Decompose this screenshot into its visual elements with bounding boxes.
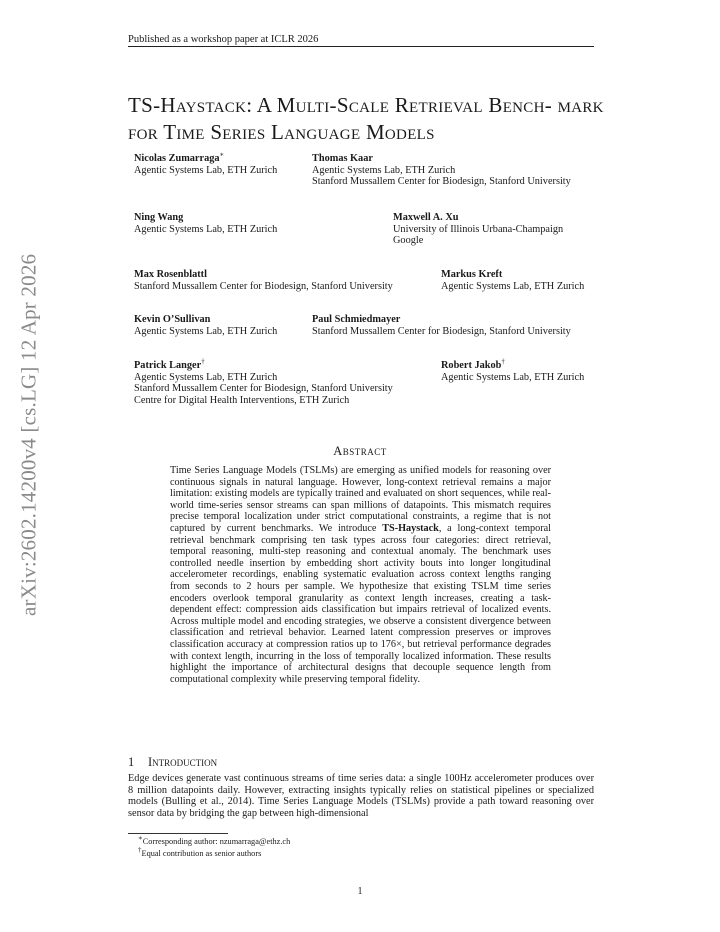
author-name: Robert Jakob [441, 360, 502, 371]
author-name: Ning Wang [134, 212, 184, 223]
author-mark: ∗ [219, 150, 225, 159]
author-name: Markus Kreft [441, 269, 503, 280]
footnote [138, 846, 262, 859]
abstract-text-part: , a long-context temporal retrieval benchmark comprising ten task types across four categories: direct retrieval, temporal reasoning, multi-step reasoning and contextual anomaly. The benchmark uses controlled needle insertion by embedding short activity bouts into longer longitudinal accelerometer recordings, enabling systematic evaluation across context lengths ranging from seconds to 2 hours per sample. We hypothesize that existing TSLM time series encoders overlook temporal granularity as context length increases, creating a task-dependent effect: compression aids classification but impairs retrieval of localized events. Across multiple model and encoding strategies, we observe a consistent divergence between classification and retrieval behavior. Learned latent compression preserves or improves classification accuracy at compression ratios up to 176×, but retrieval performance degrades with context length, incurring in the loss of temporally localized information. These results highlight the importance of architectural designs that decouple sequence length from computational complexity while preserving temporal fidelity. [170, 522, 551, 685]
author-affiliation: Stanford Mussallem Center for Biodesign, Stanford University [134, 280, 393, 292]
footnote [138, 834, 291, 847]
footnote-rule [128, 833, 228, 834]
author-block [312, 314, 571, 337]
footnote-mark: † [138, 846, 142, 855]
author-affiliation: Agentic Systems Lab, ETH Zurich [441, 280, 585, 292]
author-affiliation: Agentic Systems Lab, ETH Zurich [312, 164, 456, 176]
author-affiliation: Centre for Digital Health Interventions, ETH Zurich [134, 394, 350, 406]
author-name: Patrick Langer [134, 360, 202, 371]
author-name: Thomas Kaar [312, 153, 373, 164]
author-name: Max Rosenblattl [134, 269, 207, 280]
author-affiliation: Agentic Systems Lab, ETH Zurich [134, 325, 278, 337]
author-affiliation: Agentic Systems Lab, ETH Zurich [134, 164, 278, 176]
author-block [441, 357, 585, 383]
section-number: 1 [128, 755, 135, 769]
author-block [134, 150, 278, 176]
benchmark-name: TS-Haystack [382, 522, 439, 534]
author-block [393, 212, 563, 247]
abstract-heading: Abstract [333, 444, 387, 458]
footnote-mark: ∗ [138, 834, 143, 843]
author-block [312, 153, 571, 188]
author-block [134, 269, 393, 292]
author-affiliation: Google [393, 235, 424, 246]
author-affiliation: Agentic Systems Lab, ETH Zurich [134, 371, 278, 383]
author-name: Nicolas Zumarraga [134, 153, 220, 164]
author-name: Kevin O’Sullivan [134, 314, 211, 325]
author-mark: † [501, 357, 505, 366]
author-block [441, 269, 584, 292]
author-affiliation: Stanford Mussallem Center for Biodesign, Stanford University [134, 383, 393, 394]
author-mark: † [201, 357, 205, 366]
author-affiliation: Stanford Mussallem Center for Biodesign, Stanford University [312, 176, 571, 187]
author-affiliation: University of Illinois Urbana-Champaign [393, 223, 564, 235]
intro-paragraph: Edge devices generate vast continuous streams of time series data: a single 100Hz accelerometer produces over 8 million datapoints daily. However, extracting insights typically relies on statistical pipelines or specialized models (Bulling et al., 2014). Time Series Language Models (TSLMs) provide a path toward reasoning over sensor data by bridging the gap between high-dimensional [128, 773, 594, 819]
author-block [134, 212, 277, 235]
author-affiliation: Agentic Systems Lab, ETH Zurich [134, 223, 278, 235]
arxiv-identifier: arXiv:2602.14200v4 [cs.LG] 12 Apr 2026 [16, 253, 41, 617]
author-affiliation: Agentic Systems Lab, ETH Zurich [441, 371, 585, 383]
running-header: Published as a workshop paper at ICLR 2026 [128, 34, 319, 45]
page-number: 1 [357, 886, 363, 897]
footnote-text: Corresponding author: nzumarraga@ethz.ch [142, 837, 291, 846]
section-heading [128, 755, 217, 770]
author-block [134, 314, 277, 337]
author-name: Maxwell A. Xu [393, 212, 459, 223]
header-rule [128, 46, 594, 47]
author-block [134, 357, 393, 406]
section-title: Introduction [148, 755, 218, 769]
author-name: Paul Schmiedmayer [312, 314, 401, 325]
paper-title: TS-Haystack: A Multi-Scale Retrieval Bench- mark for Time Series Language Models [128, 93, 604, 144]
author-affiliation: Stanford Mussallem Center for Biodesign, Stanford University [312, 325, 571, 337]
footnote-text: Equal contribution as senior authors [141, 849, 262, 858]
abstract-text [170, 465, 551, 685]
abstract-text-part: Time Series Language Models (TSLMs) are emerging as unified models for reasoning over continuous signals in natural language. However, long-context retrieval remains a major limitation: existing models are typically trained and evaluated on short sequences, while real-world time-series sensor streams can span millions of datapoints. This mismatch requires precise temporal localization under strict computational constraints, a regime that is not captured by current benchmarks. We introduce [170, 465, 551, 534]
